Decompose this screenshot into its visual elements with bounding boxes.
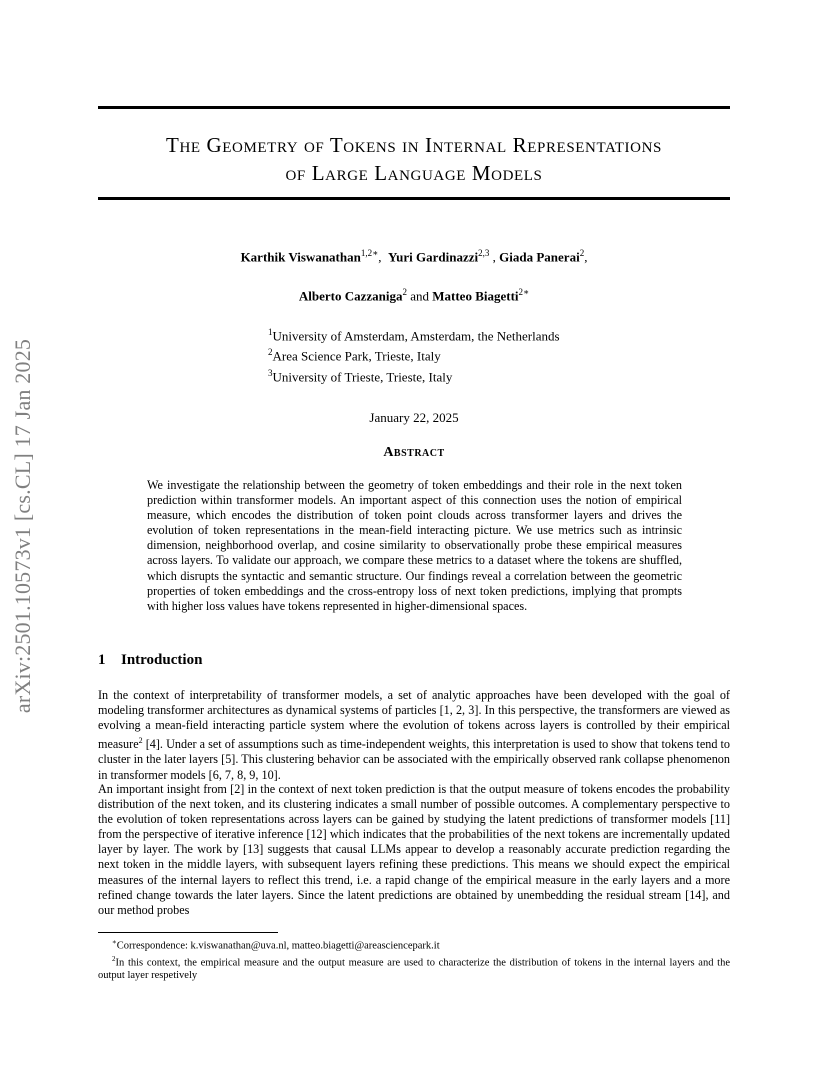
title-line-1: The Geometry of Tokens in Internal Representations xyxy=(166,133,662,157)
intro-paragraph-2: An important insight from [2] in the context of next token prediction is that the output measure of tokens encodes the probability distribution of the next token, and its clustering indicates a small number of possible outcomes. A complementary perspective to the evolution of token representations across layers can be gained by studying the latent predictions of transformer models [11] from the perspective of iterative inference [12] which indicates that the probabilities of the next tokens are incrementally updated layer by layer. The work by [13] suggests that causal LLMs appear to develop a reasonably accurate prediction regarding the next token in the middle layers, with subsequent layers refining these predictions. This means we should expect the empirical measures of the internal layers to reflect this trend, i.e. a rapid change of the empirical measure in the early layers and a more refined change towards the later layers. Since the latent predictions are obtained by unembedding the residual stream [14], and our method probes xyxy=(98,782,730,917)
section-number: 1 xyxy=(98,652,106,668)
affiliation-mark: 2 xyxy=(268,347,273,358)
author-name: Giada Panerai xyxy=(499,249,580,265)
author-name: Karthik Viswanathan xyxy=(240,249,361,265)
author-affil-mark: 2∗ xyxy=(518,287,530,297)
section-heading xyxy=(98,652,202,669)
footnote-rule xyxy=(98,932,278,933)
paragraph-text: In the context of interpretability of transformer models, a set of analytic approaches have been developed with the goal of modeling transformer architectures as dynamical systems of particles [1, 2, 3]. In this perspective, the transformers are viewed as evolving a mean-field interacting particle system where the evolution of tokens across layers is controlled by their empirical measure xyxy=(98,688,730,752)
section-title: Introduction xyxy=(121,652,203,668)
author-affil-mark: 2 xyxy=(579,248,585,258)
affiliation-item xyxy=(268,365,560,385)
author-affil-mark: 2 xyxy=(402,287,407,297)
footnote-mark: ∗ xyxy=(112,938,117,946)
abstract-body: We investigate the relationship between the geometry of token embeddings and their role in the next token prediction within transformer models. An important aspect of this connection uses the notion of empirical measure, which encodes the distribution of token point clouds across transformer layers and drives the evolution of token representations in the mean-field interacting picture. We use metrics such as intrinsic dimension, neighborhood overlap, and cosine similarity to observationally probe these empirical measures across layers. To validate our approach, we compare these metrics to a dataset where the tokens are shuffled, which disrupts the syntactic and semantic structure. Our findings reveal a correlation between the geometric properties of token embeddings and the cross-entropy loss of next token predictions, implying that prompts with higher loss values have tokens represented in higher-dimensional spaces. xyxy=(147,478,682,613)
footnote-ref[interactable]: 2 xyxy=(138,736,143,746)
footnote xyxy=(98,936,730,953)
title-line-2: of Large Language Models xyxy=(285,161,543,185)
author-conjunction: and xyxy=(410,288,429,304)
affiliation-text: University of Amsterdam, Amsterdam, the Netherlands xyxy=(272,328,560,344)
author-affil-mark: 1,2∗ xyxy=(360,248,379,258)
affiliation-text: University of Trieste, Trieste, Italy xyxy=(272,368,453,384)
footnotes xyxy=(98,936,730,982)
affiliation-list xyxy=(268,324,560,385)
footnote-text: Correspondence: k.viswanathan@uva.nl, matteo.biagetti@areasciencepark.it xyxy=(116,940,440,952)
affiliation-item xyxy=(268,344,560,364)
footnote-text: In this context, the empirical measure and the output measure are used to characterize the distribution of tokens in the internal layers and the output layer respetively xyxy=(98,957,730,981)
author-list-row-2 xyxy=(98,287,730,304)
title-rule-bottom xyxy=(98,197,730,200)
abstract-heading: Abstract xyxy=(383,445,445,460)
affiliation-item xyxy=(268,324,560,344)
arxiv-stamp: arXiv:2501.10573v1 [cs.CL] 17 Jan 2025 xyxy=(10,338,35,714)
intro-paragraph-1 xyxy=(98,688,730,783)
title-rule-top xyxy=(98,106,730,109)
paragraph-text: [4]. Under a set of assumptions such as time-independent weights, this interpretation is used to show that tokens tend to cluster in the later layers [5]. This clustering behavior can be associated with the empirically observed rank collapse phenomenon in transformer models [6, 7, 8, 9, 10]. xyxy=(98,737,730,782)
footnote xyxy=(98,953,730,983)
author-name: Alberto Cazzaniga xyxy=(298,288,403,304)
author-name: Yuri Gardinazzi xyxy=(387,249,479,265)
paper-date: January 22, 2025 xyxy=(369,410,459,425)
affiliation-mark: 1 xyxy=(268,327,273,337)
affiliation-text: Area Science Park, Trieste, Italy xyxy=(272,348,441,364)
paper-title xyxy=(98,131,730,187)
author-affil-mark: 2,3 xyxy=(478,248,490,258)
author-name: Matteo Biagetti xyxy=(432,288,519,304)
footnote-mark: 2 xyxy=(112,954,116,963)
affiliation-mark: 3 xyxy=(268,367,273,378)
author-list-row-1: Karthik Viswanathan$^{1,2∗}$, Yuri Gardinazzi$^{2,3}$ , Giada Panerai$^2$, xyxy=(240,248,588,265)
